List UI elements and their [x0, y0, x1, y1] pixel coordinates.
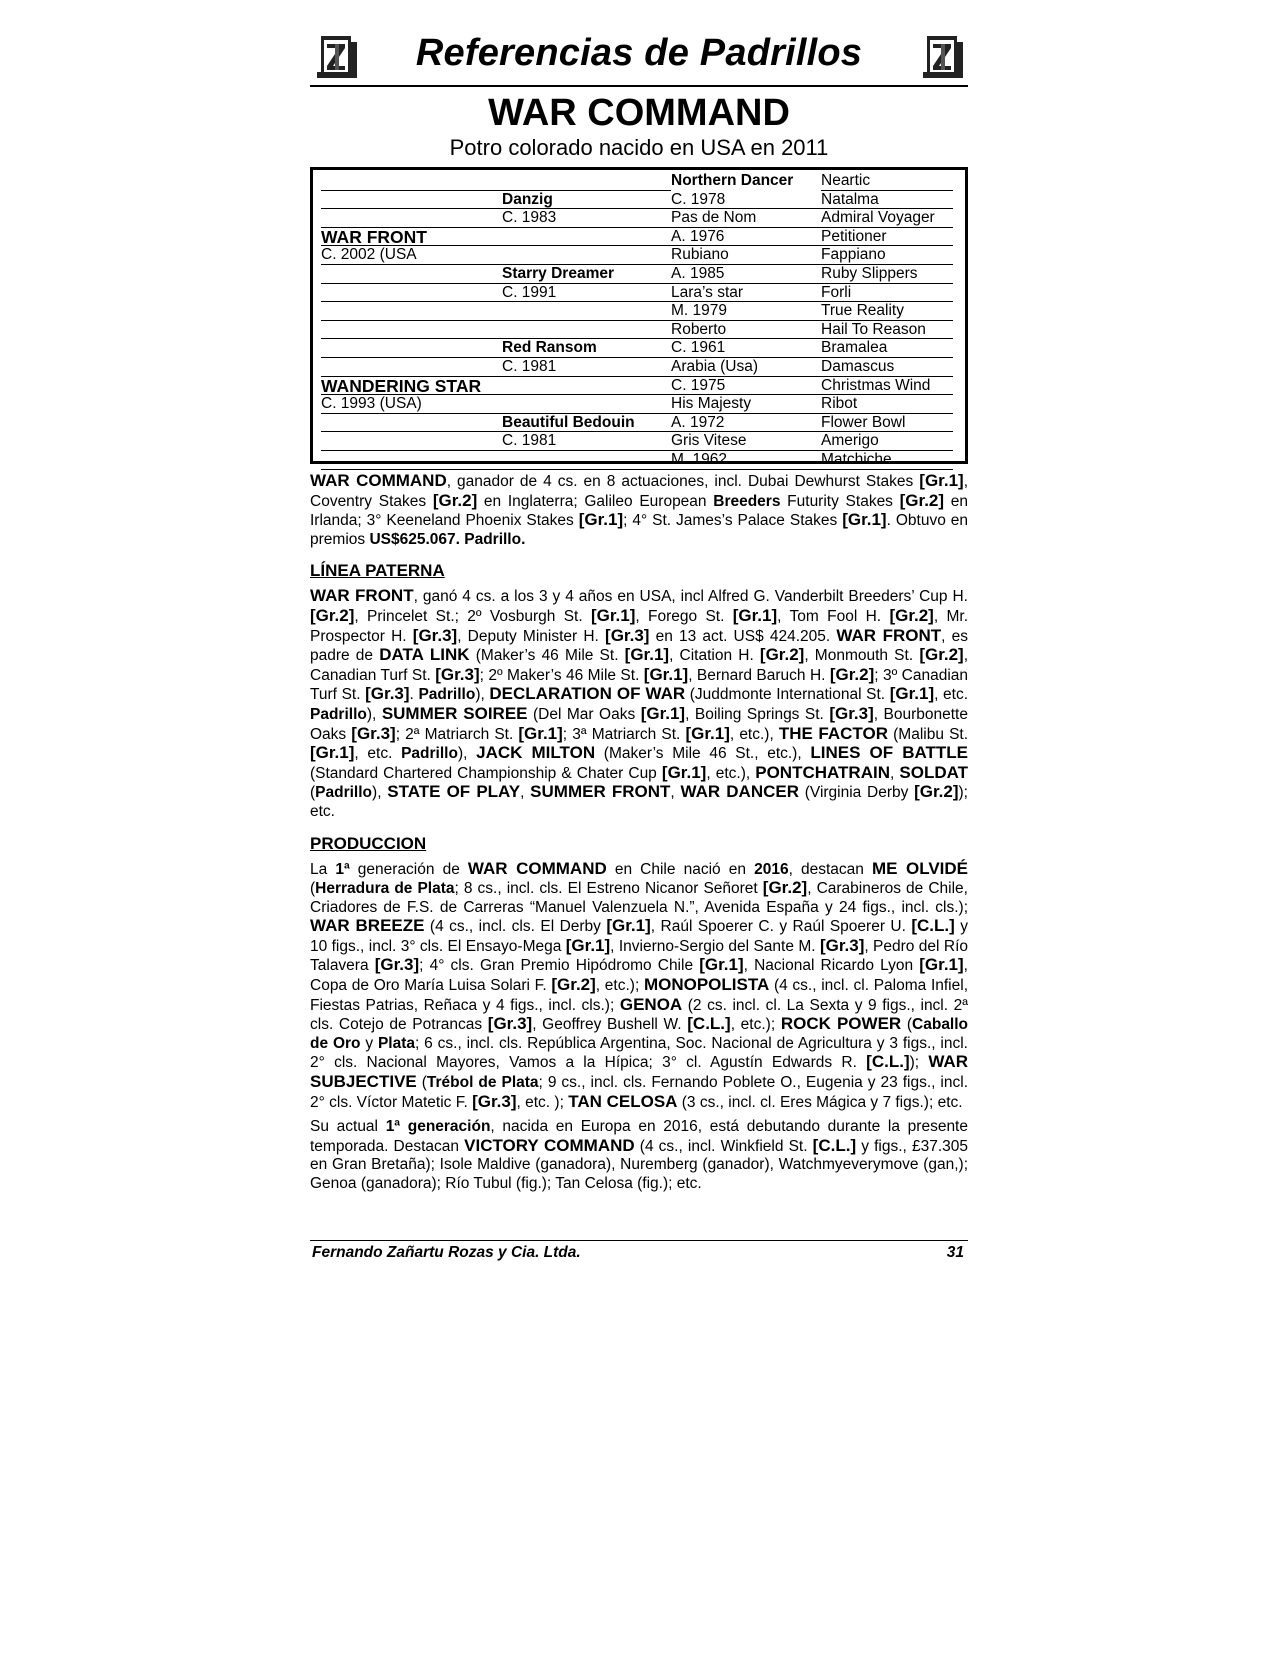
pedigree-row [321, 209, 959, 228]
pedigree-cell [321, 191, 502, 210]
footer-publisher: Fernando Zañartu Rozas y Cia. Ltda. [312, 1244, 581, 1261]
pedigree-cell: C. 1978 [671, 191, 821, 210]
pedigree-cell: Bramalea [821, 339, 953, 358]
pedigree-cell: Neartic [821, 172, 953, 191]
pedigree-cell: Lara’s star [671, 284, 821, 303]
pedigree-cell: True Reality [821, 302, 953, 321]
pedigree-cell: Rubiano [671, 246, 821, 265]
pedigree-cell [321, 358, 502, 377]
pedigree-cell: C. 2002 (USA [321, 246, 502, 265]
pedigree-cell: Hail To Reason [821, 321, 953, 340]
pedigree-row [321, 432, 959, 451]
pedigree-row [321, 321, 959, 340]
pedigree-cell: Danzig [502, 191, 671, 210]
pedigree-cell [321, 284, 502, 303]
pedigree-cell: Northern Dancer [671, 172, 794, 189]
pedigree-cell [321, 432, 502, 451]
pedigree-cell: C. 1983 [502, 209, 671, 228]
pedigree-row [321, 265, 959, 284]
pedigree-cell [321, 321, 502, 340]
document-page [310, 30, 969, 1261]
pedigree-cell [321, 265, 502, 284]
pedigree-cell: Starry Dreamer [502, 265, 671, 284]
pedigree-cell [502, 377, 671, 396]
page-footer [310, 1240, 968, 1265]
pedigree-row [321, 451, 959, 470]
pedigree-cell [502, 228, 671, 247]
pedigree-cell [321, 209, 502, 228]
pedigree-cell: Red Ransom [502, 339, 671, 358]
pedigree-cell: C. 1993 (USA) [321, 395, 502, 414]
pedigree-row [321, 284, 959, 303]
pedigree-cell: His Majesty [671, 395, 821, 414]
pedigree-cell [321, 339, 502, 358]
pedigree-cell [502, 321, 671, 340]
pedigree-row [321, 414, 959, 433]
europe-paragraph: Su actual 1ª generación, nacida en Europa en 2016, está debutando durante la presente temporada. Destacan VICTORY COMMAND (4 cs., incl. Winkfield St. [C.L.] y figs., £37.305 en Gran Bretaña); Isole Maldive (ganadora), Nuremberg (ganador), Watchmyeverymove (gan,); Genoa (ganadora); Río Tubul (fig.); Tan Celosa (fig.); etc. [310, 1118, 968, 1192]
pedigree-row [321, 191, 959, 210]
pedigree-cell: Petitioner [821, 228, 953, 247]
pedigree-cell [502, 246, 671, 265]
pedigree-cell: Damascus [821, 358, 953, 377]
pedigree-cell [502, 302, 671, 321]
pedigree-cell: M. 1962 [671, 451, 821, 470]
pedigree-row [321, 339, 959, 358]
pedigree-cell: Arabia (Usa) [671, 358, 821, 377]
pedigree-cell [321, 172, 502, 191]
pedigree-cell: Ribot [821, 395, 953, 414]
pedigree-cell: Ruby Slippers [821, 265, 953, 284]
pedigree-row [321, 228, 959, 247]
pedigree-cell: C. 1981 [502, 358, 671, 377]
page-number: 31 [946, 1244, 964, 1261]
pedigree-cell: Fappiano [821, 246, 953, 265]
pedigree-cell: C. 1975 [671, 377, 821, 396]
section-heading: LÍNEA PATERNA [310, 561, 445, 581]
pedigree-cell: A. 1972 [671, 414, 821, 433]
pedigree-row [321, 358, 959, 377]
pedigree-cell: A. 1976 [671, 228, 821, 247]
pedigree-cell [502, 395, 671, 414]
pedigree-cell: WANDERING STAR [321, 377, 502, 396]
pedigree-cell [321, 451, 502, 470]
pedigree-cell: A. 1985 [671, 265, 821, 284]
pedigree-row [321, 395, 959, 414]
pedigree-cell: C. 1961 [671, 339, 821, 358]
pedigree-cell: M. 1979 [671, 302, 821, 321]
page-header [310, 30, 968, 87]
pedigree-cell: Christmas Wind [821, 377, 953, 396]
pedigree-cell: Flower Bowl [821, 414, 953, 433]
pedigree-cell: WAR FRONT [321, 228, 502, 247]
logo-icon [919, 32, 965, 82]
pedigree-cell: C. 1991 [502, 284, 671, 303]
pedigree-row [321, 172, 959, 191]
paternal-line-paragraph: WAR FRONT, ganó 4 cs. a los 3 y 4 años en USA, incl Alfred G. Vanderbilt Breeders’ Cup H. [Gr.2], Princelet St.; 2º Vosburgh St. [Gr.1], Forego St. [Gr.1], Tom Fool H. [Gr.2], Mr. Prospector H. [Gr.3], Deputy Minister H. [Gr.3] en 13 act. US$ 424.205. WAR FRONT, es padre de DATA LINK (Maker’s 46 Mile St. [Gr.1], Citation H. [Gr.2], Monmouth St. [Gr.2], Canadian Turf St. [Gr.3]; 2º Maker’s 46 Mile St. [Gr.1], Bernard Baruch H. [Gr.2]; 3º Canadian Turf St. [Gr.3]. Padrillo), DECLARATION OF WAR (Juddmonte International St. [Gr.1], etc. Padrillo), SUMMER SOIREE (Del Mar Oaks [Gr.1], Boiling Springs St. [Gr.3], Bourbonette Oaks [Gr.3]; 2ª Matriarch St. [Gr.1]; 3ª Matriarch St. [Gr.1], etc.), THE FACTOR (Malibu St. [Gr.1], etc. Padrillo), JACK MILTON (Maker’s Mile 46 St., etc.), LINES OF BATTLE (Standard Chartered Championship & Chater Cup [Gr.1], etc.), PONTCHATRAIN, SOLDAT (Padrillo), STATE OF PLAY, SUMMER FRONT, WAR DANCER (Virginia Derby [Gr.2]); etc. [310, 586, 969, 820]
pedigree-table [310, 167, 968, 468]
pedigree-cell: C. 1981 [502, 432, 671, 451]
pedigree-row [321, 302, 959, 321]
pedigree-row [321, 246, 959, 265]
pedigree-cell [321, 414, 502, 433]
header-title: Referencias de Padrillos [415, 32, 863, 74]
pedigree-cell: Roberto [671, 321, 821, 340]
pedigree-cell: Gris Vitese [671, 432, 821, 451]
pedigree-cell [502, 172, 671, 191]
horse-subtitle: Potro colorado nacido en USA en 2011 [449, 135, 829, 160]
pedigree-cell: Pas de Nom [671, 209, 821, 228]
pedigree-cell: Beautiful Bedouin [502, 414, 671, 433]
pedigree-cell: Admiral Voyager [821, 209, 953, 228]
pedigree-cell [502, 451, 671, 470]
production-paragraph: La 1ª generación de WAR COMMAND en Chile nació en 2016, destacan ME OLVIDÉ (Herradura de Plata; 8 cs., incl. cls. El Estreno Nicanor Señoret [Gr.2], Carabineros de Chile, Criadores de F.S. de Carreras “Manuel Valenzuela N.”, Avenida España y 24 figs., incl. cls.); WAR BREEZE (4 cs., incl. cls. El Derby [Gr.1], Raúl Spoerer C. y Raúl Spoerer U. [C.L.] y 10 figs., incl. 3° cls. El Ensayo-Mega [Gr.1], Invierno-Sergio del Sante M. [Gr.3], Pedro del Río Talavera [Gr.3]; 4° cls. Gran Premio Hipódromo Chile [Gr.1], Nacional Ricardo Lyon [Gr.1], Copa de Oro María Luisa Solari F. [Gr.2], etc.); MONOPOLISTA (4 cs., incl. cl. Paloma Infiel, Fiestas Patrias, Reñaca y 4 figs., incl. cls.); GENOA (2 cs. incl. cl. La Sexta y 9 figs., incl. 2ª cls. Cotejo de Potrancas [Gr.3], Geoffrey Bushell W. [C.L.], etc.); ROCK POWER (Caballo de Oro y Plata; 6 cs., incl. cls. República Argentina, Soc. Nacional de Agricultura y 3 figs., incl. 2° cls. Nacional Mayores, Vamos a la Hípica; 3° cl. Agustín Edwards R. [C.L.]); WAR SUBJECTIVE (Trébol de Plata; 9 cs., incl. cls. Fernando Poblete O., Eugenia y 23 figs., incl. 2° cls. Víctor Matetic F. [Gr.3], etc. ); TAN CELOSA (3 cs., incl. cl. Eres Mágica y 7 figs.); etc. [310, 858, 969, 1111]
pedigree-cell: Natalma [821, 191, 953, 210]
pedigree-cell: Matchiche [821, 451, 953, 470]
section-heading: PRODUCCION [310, 833, 427, 853]
summary-paragraph: WAR COMMAND, ganador de 4 cs. en 8 actuaciones, incl. Dubai Dewhurst Stakes [Gr.1], Coventry Stakes [Gr.2] en Inglaterra; Galileo European Breeders Futurity Stakes [Gr.2] en Irlanda; 3° Keeneland Phoenix Stakes [Gr.1]; 4° St. James’s Palace Stakes [Gr.1]. Obtuvo en premios US$625.067. Padrillo. [310, 471, 968, 548]
pedigree-cell: Forli [821, 284, 953, 303]
pedigree-cell [321, 302, 502, 321]
horse-name: WAR COMMAND [488, 92, 790, 134]
pedigree-row [321, 377, 959, 396]
pedigree-cell: Amerigo [821, 432, 953, 451]
